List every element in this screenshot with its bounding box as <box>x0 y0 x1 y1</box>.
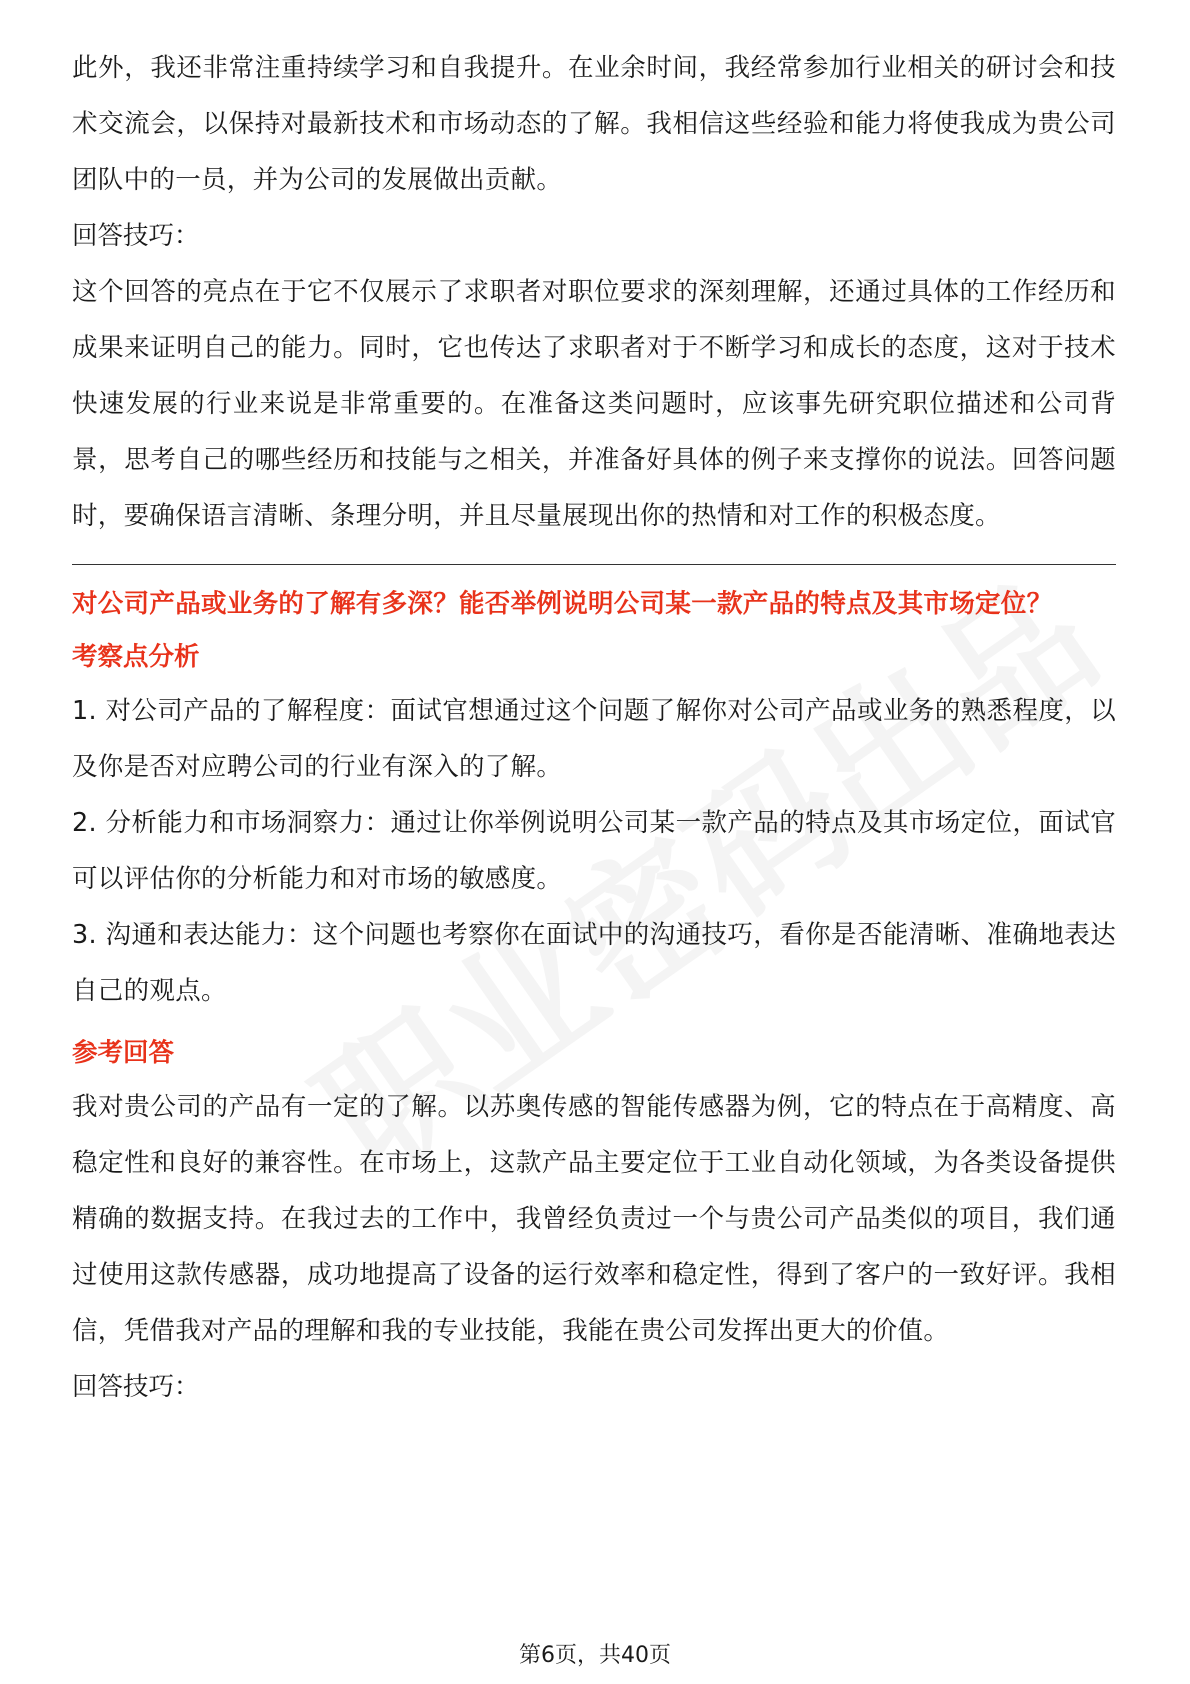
analysis-item: 1. 对公司产品的了解程度：面试官想通过这个问题了解你对公司产品或业务的熟悉程度，以及你是否对应聘公司的行业有深入的了解。 <box>72 696 1116 782</box>
tips-label: 回答技巧： <box>72 221 200 251</box>
tips-paragraph: 这个回答的亮点在于它不仅展示了求职者对职位要求的深刻理解，还通过具体的工作经历和成果来证明自己的能力。同时，它也传达了求职者对于不断学习和成长的态度，这对于技术快速发展的行业来说是非常重要的。在准备这类问题时，应该事先研究职位描述和公司背景，思考自己的哪些经历和技能与之相关，并准备好具体的例子来支撑你的说法。回答问题时，要确保语言清晰、条理分明，并且尽量展现出你的热情和对工作的积极态度。 <box>72 277 1116 531</box>
answer-heading: 参考回答 <box>72 1038 175 1068</box>
document-page <box>72 40 1116 1415</box>
analysis-item: 3. 沟通和表达能力：这个问题也考察你在面试中的沟通技巧，看你是否能清晰、准确地表达自己的观点。 <box>72 920 1116 1006</box>
question-heading: 对公司产品或业务的了解有多深？能否举例说明公司某一款产品的特点及其市场定位？ <box>72 589 1053 619</box>
tips-label: 回答技巧： <box>72 1372 200 1402</box>
answer-paragraph: 我对贵公司的产品有一定的了解。以苏奥传感的智能传感器为例，它的特点在于高精度、高稳定性和良好的兼容性。在市场上，这款产品主要定位于工业自动化领域，为各类设备提供精确的数据支持。在我过去的工作中，我曾经负责过一个与贵公司产品类似的项目，我们通过使用这款传感器，成功地提高了设备的运行效率和稳定性，得到了客户的一致好评。我相信，凭借我对产品的理解和我的专业技能，我能在贵公司发挥出更大的价值。 <box>72 1092 1116 1346</box>
analysis-item: 2. 分析能力和市场洞察力：通过让你举例说明公司某一款产品的特点及其市场定位，面试官可以评估你的分析能力和对市场的敏感度。 <box>72 808 1116 894</box>
analysis-heading: 考察点分析 <box>72 642 200 672</box>
section-divider <box>72 564 1116 565</box>
intro-paragraph: 此外，我还非常注重持续学习和自我提升。在业余时间，我经常参加行业相关的研讨会和技术交流会，以保持对最新技术和市场动态的了解。我相信这些经验和能力将使我成为贵公司团队中的一员，并为公司的发展做出贡献。 <box>72 53 1116 195</box>
page-footer: 第6页，共40页 <box>519 1643 671 1668</box>
